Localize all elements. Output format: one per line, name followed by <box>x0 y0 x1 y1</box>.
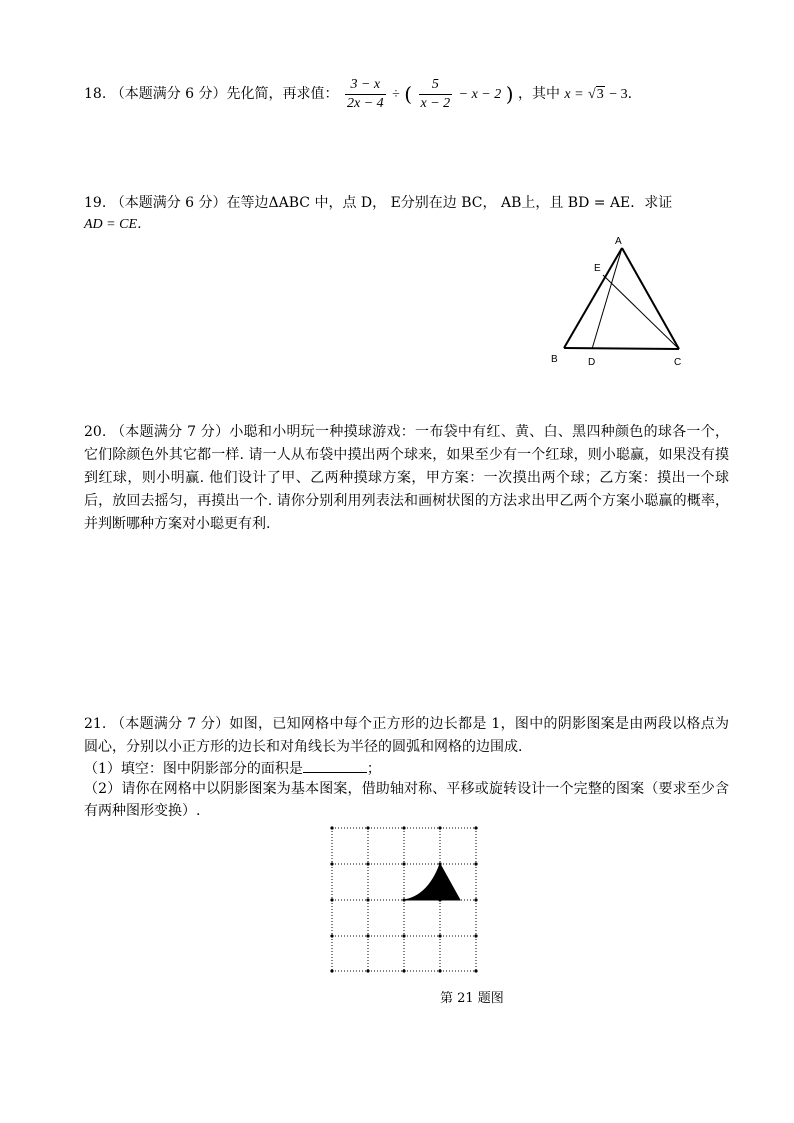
q21-part-1 <box>84 758 381 780</box>
q19-line-1: 19. （本题满分 6 分）在等边ΔABC 中，点 D， E分别在边 BC， AB上，且 BD = AE．求证 <box>84 195 673 211</box>
q18-rest-expression: − x − 2 <box>458 87 502 102</box>
q19-line-2: AD = CE． <box>84 217 151 232</box>
q19-triangle <box>564 248 679 349</box>
label-c: C <box>674 357 682 368</box>
dotted-grid <box>332 828 476 971</box>
q18-where: ，其中 <box>517 86 560 102</box>
side-ac <box>622 248 679 349</box>
q18-fraction-1-numerator: 3 − x <box>345 76 386 95</box>
q18-number: 18. <box>84 86 107 102</box>
q18-fraction-1 <box>345 76 386 113</box>
q18-fraction-1-denominator: 2x − 4 <box>346 95 384 111</box>
segment-ad <box>592 248 622 349</box>
q18-close-paren: ) <box>505 82 514 106</box>
q18-sqrt-sign: √ <box>588 87 596 102</box>
q21-paragraph: 21. （本题满分 7 分）如图，已知网格中每个正方形的边长都是 1，图中的阴影图案是由两段以格点为圆心，分别以小正方形的边长和对角线长为半径的圆弧和网格的边围成. <box>84 716 729 755</box>
q18-x-equals: x = <box>564 87 584 102</box>
q18-open-paren: ( <box>404 82 413 106</box>
q21-answer-blank <box>303 758 367 773</box>
q18-minus-three: − 3 <box>609 87 628 102</box>
q21-part-1-suffix: ； <box>366 761 381 777</box>
q18-line <box>84 74 632 114</box>
q21-part-1-prefix: （1）填空：图中阴影部分的面积是 <box>84 761 303 777</box>
q18-sqrt-body: 3 <box>596 87 604 102</box>
q18-end: . <box>627 86 633 102</box>
label-a: A <box>615 236 622 247</box>
q18-fraction-2-denominator: x − 2 <box>420 95 451 111</box>
q21-part-2: （2）请你在网格中以阴影图案为基本图案，借助轴对称、平移或旋转设计一个完整的图案（要求至少含有两种图形变换）. <box>84 781 729 819</box>
q18-fraction-2 <box>419 76 453 113</box>
q21-caption: 第 21 题图 <box>440 991 504 1006</box>
q20-paragraph: 20. （本题满分 7 分）小聪和小明玩一种摸球游戏：一布袋中有红、黄、白、黑四种颜色的球各一个，它们除颜色外其它都一样. 请一人从布袋中摸出两个球来，如果至少有一个红球，则小聪赢，如果没有摸到红球，则小明赢. 他们设计了甲、乙两种摸球方案，甲方案：一次摸出两个球；乙方案：摸出一个球后，放回去摇匀，再摸出一个. 请你分别利用列表法和画树状图的方法求出甲乙两个方案小聪赢的概率，并判断哪种方案对小聪更有利. <box>84 424 729 532</box>
side-bc <box>564 348 679 349</box>
segment-ce <box>603 275 679 349</box>
q18-divide-sign: ÷ <box>392 87 400 102</box>
q18-intro: （本题满分 6 分）先化简，再求值： <box>110 86 339 102</box>
grid-points <box>330 826 477 972</box>
label-d: D <box>588 357 596 368</box>
side-ab <box>564 248 622 348</box>
q18-fraction-2-numerator: 5 <box>419 76 453 95</box>
label-b: B <box>551 354 558 365</box>
label-e: E <box>594 263 601 274</box>
shaded-region <box>404 864 460 900</box>
